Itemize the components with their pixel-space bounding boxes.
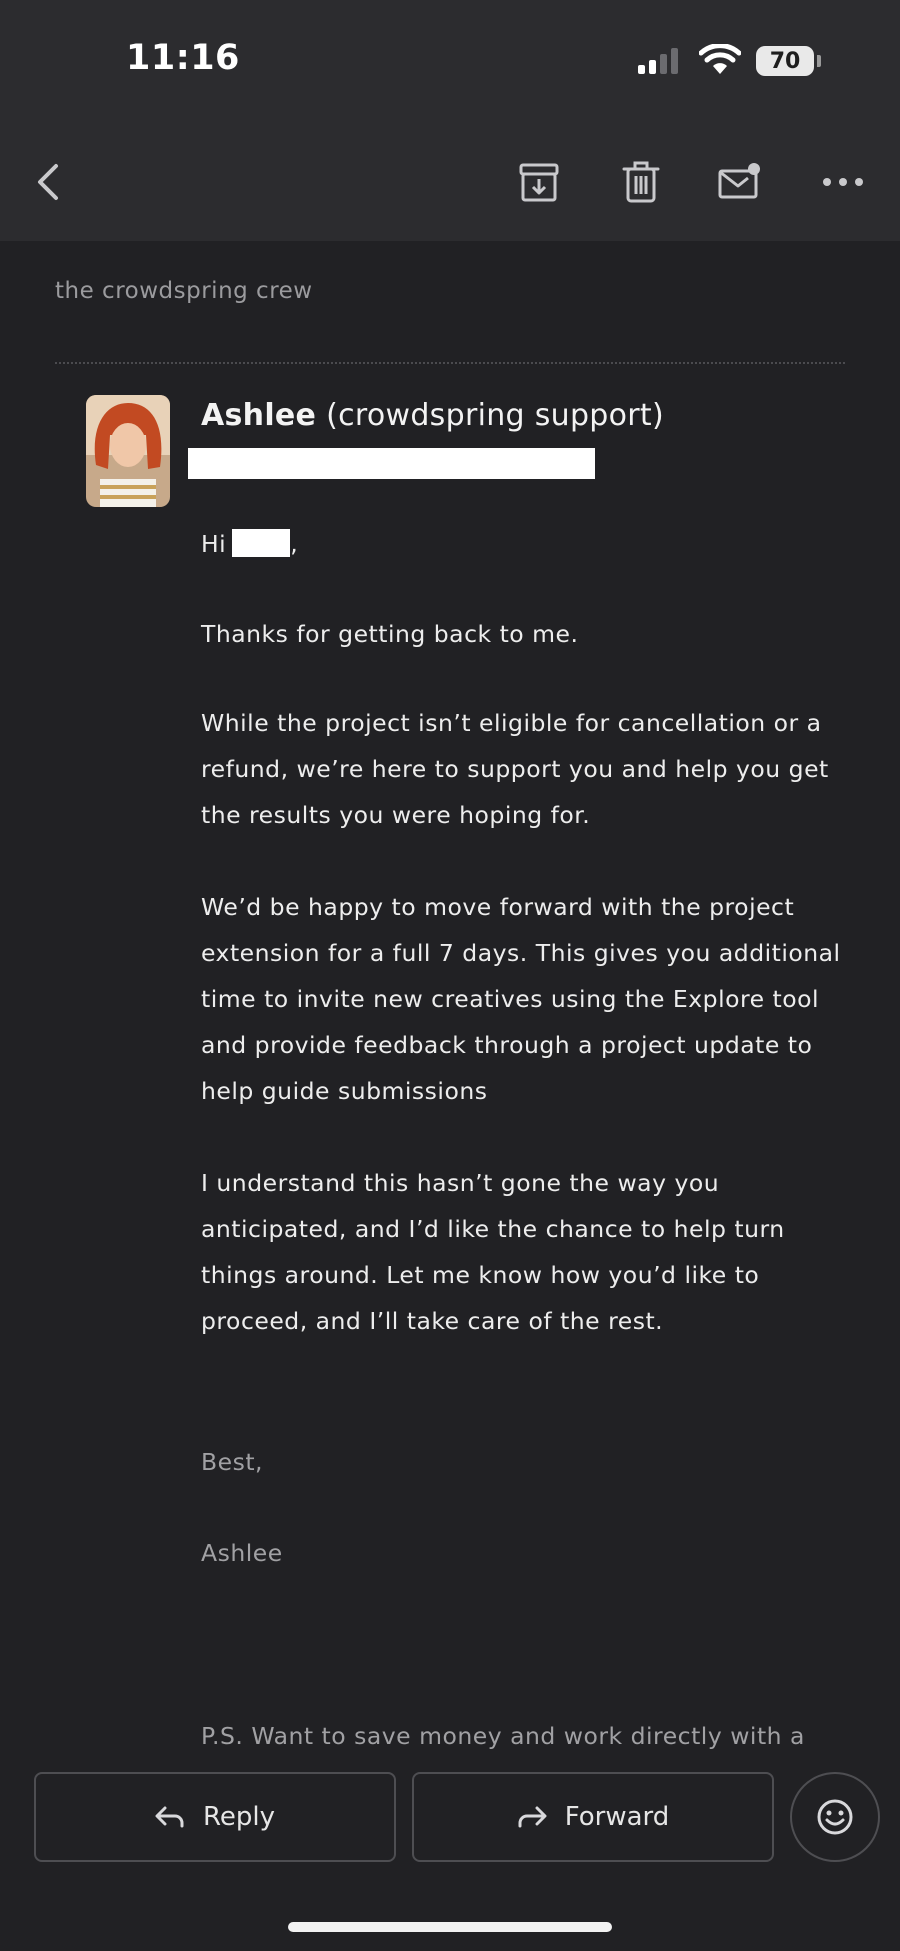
message-divider [55,362,845,364]
signoff: Best, [201,1448,264,1476]
battery-nub [817,55,821,67]
greeting [201,521,861,567]
reply-arrow-icon [155,1806,185,1828]
top-bar [0,0,900,241]
sender-name: Ashlee [201,398,317,433]
battery-icon [756,46,814,76]
sender-line [201,398,664,433]
redacted-name [232,529,290,557]
more-icon[interactable] [818,170,868,194]
trash-icon[interactable] [618,160,664,206]
forward-label: Forward [564,1802,670,1832]
forward-arrow-icon [517,1806,547,1828]
greeting-suffix: , [290,530,299,558]
signature: Ashlee [201,1539,283,1567]
cellular-signal-icon [638,48,678,74]
reply-button[interactable] [34,1772,396,1862]
avatar[interactable] [86,395,170,507]
message-paragraph: While the project isn’t eligible for cancellation or a refund, we’re here to support you and help you get the results you were hoping for. [201,709,829,829]
message-paragraph: Thanks for getting back to me. [201,620,579,648]
back-button[interactable] [28,160,68,204]
mail-unread-icon[interactable] [716,160,762,206]
home-indicator[interactable] [288,1922,612,1932]
greeting-prefix: Hi [201,530,227,558]
sender-org: (crowdspring support) [326,398,664,433]
message-paragraph: We’d be happy to move forward with the project extension for a full 7 days. This gives you additional time to invite new creatives using the Explore tool and provide feedback through a project update to help guide submissions [201,893,841,1105]
forward-button[interactable] [412,1772,774,1862]
status-time: 11:16 [126,38,240,78]
postscript: P.S. Want to save money and work directly with a [201,1722,805,1750]
smiley-icon [815,1797,855,1837]
message-paragraph: I understand this hasn’t gone the way you anticipated, and I’d like the chance to help turn things around. Let me know how you’d like to proceed, and I’ll take care of the rest. [201,1169,785,1335]
wifi-icon [699,44,741,76]
reply-label: Reply [202,1802,275,1832]
emoji-reaction-button[interactable] [790,1772,880,1862]
previous-message-signoff: the crowdspring crew [55,278,313,304]
archive-icon[interactable] [516,160,562,206]
battery-level: 70 [769,48,801,74]
redacted-email [188,448,595,479]
